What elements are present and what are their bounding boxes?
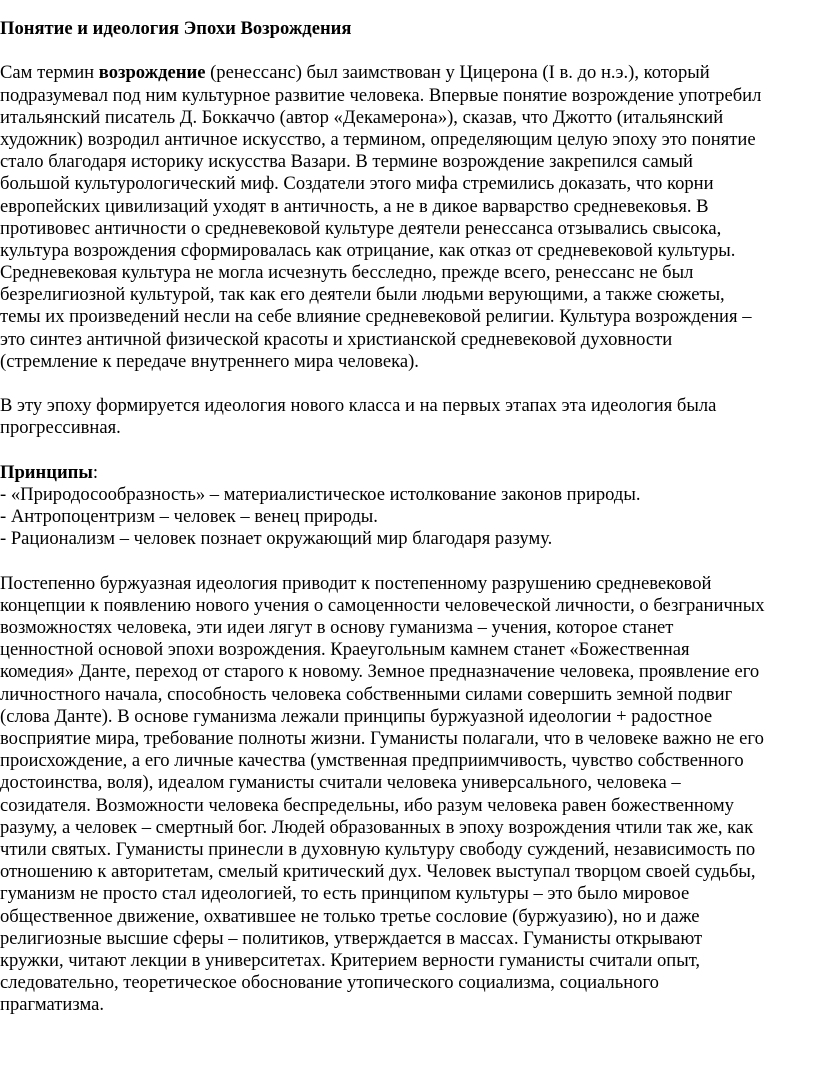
humanism-line: ценностной основой эпохи возрождения. Краеугольным камнем станет «Божественная xyxy=(0,639,690,661)
intro-line: это синтез античной физической красоты и христианской средневековой духовности xyxy=(0,328,673,350)
humanism-line: общественное движение, охватившее не только третье сословие (буржуазию), но и даже xyxy=(0,905,700,927)
intro-line: европейских цивилизаций уходят в античность, а не в дикое варварство средневековья. В xyxy=(0,195,709,217)
intro-line: итальянский писатель Д. Боккаччо (автор «Декамерона»), сказав, что Джотто (итальянский xyxy=(0,106,724,128)
intro-paragraph xyxy=(0,62,816,373)
humanism-line: следовательно, теоретическое обоснование утопического социализма, социального xyxy=(0,972,659,994)
humanism-line: личностного начала, способность человека собственными силами совершить земной подвиг xyxy=(0,683,733,705)
humanism-line: созидателя. Возможности человека беспредельны, ибо разум человека равен божественному xyxy=(0,794,734,816)
intro-line xyxy=(0,62,816,84)
ideology-line: прогрессивная. xyxy=(0,417,121,439)
term-vozrozhdenie: возрождение xyxy=(98,62,206,84)
principle-item: - «Природосообразность» – материалистическое истолкование законов природы. xyxy=(0,483,641,505)
humanism-line: достоинства, воля), идеалом гуманисты считали человека универсального, человека – xyxy=(0,772,681,794)
intro-line: Средневековая культура не могла исчезнуть бесследно, прежде всего, ренессанс не был xyxy=(0,262,694,284)
intro-line: художник) возродил античное искусство, а термином, определяющим целую эпоху это понятие xyxy=(0,128,756,150)
humanism-line: восприятие мира, требование полноты жизни. Гуманисты полагали, что в человеке важно не его xyxy=(0,728,764,749)
humanism-line: происхождение, а его личные качества (умственная предприимчивость, чувство собственного xyxy=(0,750,744,772)
principles-section xyxy=(0,462,816,551)
intro-line: темы их произведений несли на себе влияние средневековой религии. Культура возрождения – xyxy=(0,306,752,328)
humanism-line: комедия» Данте, переход от старого к новому. Земное предназначение человека, проявление его xyxy=(0,661,760,683)
humanism-line: кружки, читают лекции в университетах. Критерием верности гуманисты считали опыт, xyxy=(0,949,701,971)
humanism-line: прагматизма. xyxy=(0,994,104,1016)
humanism-line: возможностях человека, эти идеи лягут в основу гуманизма – учения, которое станет xyxy=(0,617,674,639)
humanism-line: разуму, а человек – смертный бог. Людей образованных в эпоху возрождения чтили так же, как xyxy=(0,816,754,838)
principle-item: - Рационализм – человек познает окружающий мир благодаря разуму. xyxy=(0,528,553,550)
humanism-line: религиозные высшие сферы – политиков, утверждается в массах. Гуманисты открывают xyxy=(0,927,703,949)
humanism-line: отношению к авторитетам, смелый критический дух. Человек выступал творцом своей судьбы, xyxy=(0,861,756,883)
intro-line: культура возрождения сформировалась как отрицание, как отказ от средневековой культуры. xyxy=(0,239,736,261)
document-page xyxy=(0,18,816,1016)
intro-text-start: Сам термин xyxy=(0,62,99,84)
intro-line: подразумевал под ним культурное развитие человека. Впервые понятие возрождение употребил xyxy=(0,84,762,106)
humanism-line: гуманизм не просто стал идеологией, то есть принципом культуры – это было мировое xyxy=(0,883,690,905)
principles-colon: : xyxy=(92,461,99,483)
humanism-line: Постепенно буржуазная идеология приводит к постепенному разрушению средневековой xyxy=(0,572,712,594)
humanism-line: (слова Данте). В основе гуманизма лежали принципы буржуазной идеологии + радостное xyxy=(0,705,713,727)
intro-line: стало благодаря историку искусства Вазари. В термине возрождение закрепился самый xyxy=(0,151,693,173)
intro-line: (стремление к передаче внутреннего мира человека). xyxy=(0,350,419,372)
spacer xyxy=(0,551,816,573)
humanism-line: концепции к появлению нового учения о самоценности человеческой личности, о безграничных xyxy=(0,594,765,616)
humanism-line: чтили святых. Гуманисты принесли в духовную культуру свободу суждений, независимость по xyxy=(0,838,756,860)
principles-heading: Принципы xyxy=(0,461,93,483)
spacer xyxy=(0,440,816,462)
principle-item: - Антропоцентризм – человек – венец природы. xyxy=(0,506,378,528)
ideology-line: В эту эпоху формируется идеология нового класса и на первых этапах эта идеология была xyxy=(0,395,717,417)
intro-line: безрелигиозной культурой, так как его деятели были людьми верующими, а также сюжеты, xyxy=(0,284,725,306)
spacer xyxy=(0,373,816,395)
principles-heading-line xyxy=(0,462,816,484)
intro-text-end: (ренессанс) был заимствован у Цицерона (I в. до н.э.), который xyxy=(205,62,710,84)
intro-line: противовес античности о средневековой культуре деятели ренессанса отзывались свысока, xyxy=(0,217,722,239)
intro-line: большой культурологический миф. Создатели этого мифа стремились доказать, что корни xyxy=(0,173,714,195)
spacer xyxy=(0,40,816,62)
ideology-paragraph xyxy=(0,395,816,439)
humanism-paragraph xyxy=(0,573,816,1017)
document-title: Понятие и идеология Эпохи Возрождения xyxy=(0,18,352,39)
